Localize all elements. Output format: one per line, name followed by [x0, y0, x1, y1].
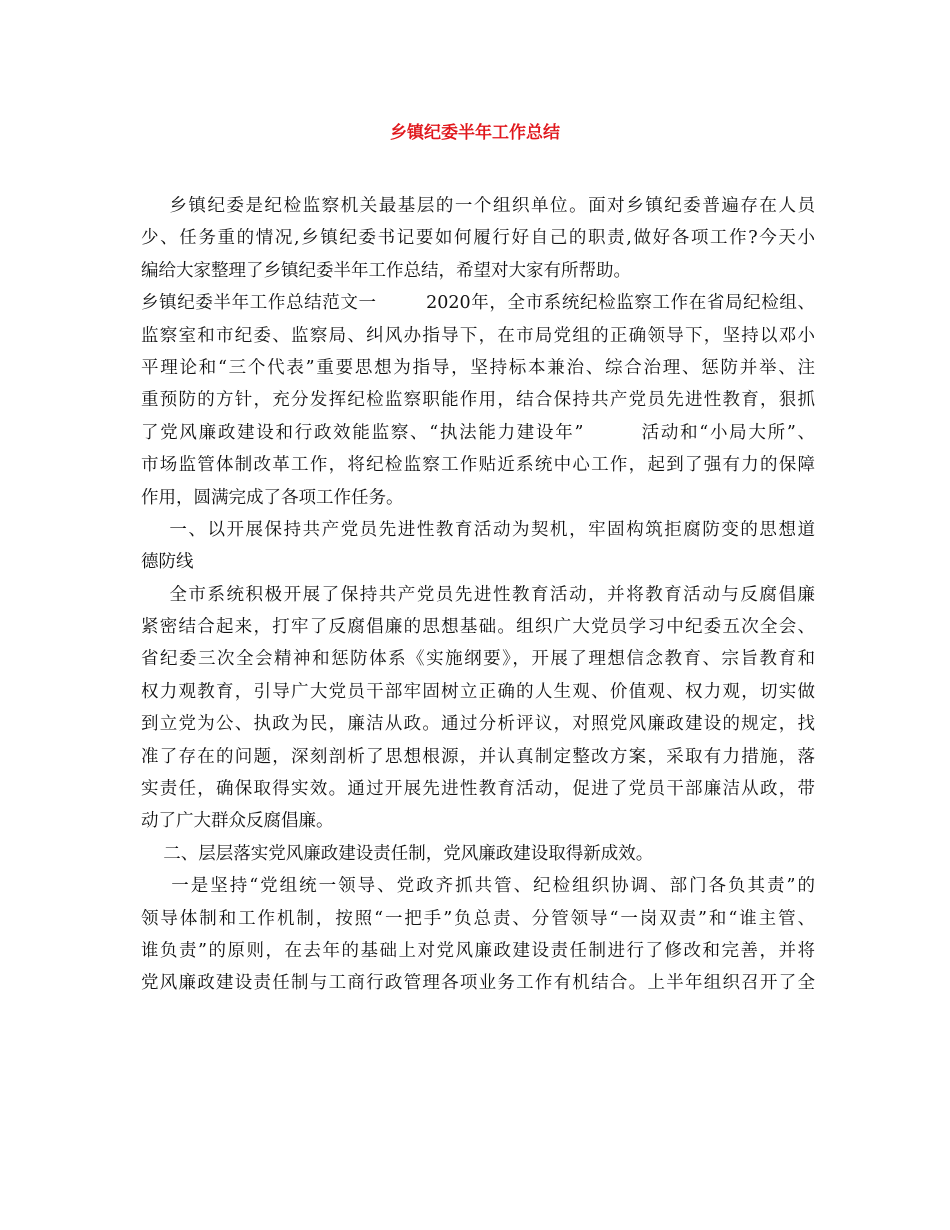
body-line: 平理论和“三个代表”重要思想为指导，坚持标本兼治、综合治理、惩防并举、注 [141, 357, 815, 378]
body-line: 实责任，确保取得实效。通过开展先进性教育活动，促进了党员干部廉洁从政，带 [141, 779, 815, 800]
body-line: 全市系统积极开展了保持共产党员先进性教育活动，并将教育活动与反腐倡廉 [141, 584, 815, 605]
body-line: 二、层层落实党风廉政建设责任制，党风廉政建设取得新成效。 [141, 843, 654, 864]
body-line: 少、任务重的情况,乡镇纪委书记要如何履行好自己的职责,做好各项工作?今天小 [141, 228, 815, 249]
body-line: 市场监管体制改革工作，将纪检监察工作贴近系统中心工作，起到了强有力的保障 [141, 455, 815, 476]
body-line: 编给大家整理了乡镇纪委半年工作总结，希望对大家有所帮助。 [141, 260, 631, 281]
body-line: 党风廉政建设责任制与工商行政管理各项业务工作有机结合。上半年组织召开了全 [141, 973, 815, 994]
body-line: 作用，圆满完成了各项工作任务。 [141, 487, 404, 508]
body-line: 乡镇纪委是纪检监察机关最基层的一个组织单位。面对乡镇纪委普遍存在人员 [141, 196, 815, 216]
body-line: 一、以开展保持共产党员先进性教育活动为契机，牢固构筑拒腐防变的思想道 [141, 519, 815, 540]
body-line: 到立党为公、执政为民，廉洁从政。通过分析评议，对照党风廉政建设的规定，找 [141, 714, 815, 735]
body-line: 了党风廉政建设和行政效能监察、“执法能力建设年” 活动和“小局大所”、 [141, 422, 815, 443]
body-line: 谁负责”的原则，在去年的基础上对党风廉政建设责任制进行了修改和完善，并将 [141, 940, 815, 961]
body-line: 重预防的方针，充分发挥纪检监察职能作用，结合保持共产党员先进性教育，狠抓 [141, 390, 815, 411]
body-line: 动了广大群众反腐倡廉。 [141, 811, 334, 832]
body-line: 监察室和市纪委、监察局、纠风办指导下，在市局党组的正确领导下，坚持以邓小 [141, 325, 815, 346]
body-line: 乡镇纪委半年工作总结范文一 2020年，全市系统纪检监察工作在省局纪检组、 [141, 293, 815, 314]
body-line: 领导体制和工作机制，按照“一把手”负总责、分管领导“一岗双责”和“谁主管、 [141, 908, 815, 929]
body-line: 德防线 [141, 552, 194, 573]
document-title: 乡镇纪委半年工作总结 [390, 123, 560, 143]
body-line: 紧密结合起来，打牢了反腐倡廉的思想基础。组织广大党员学习中纪委五次全会、 [141, 617, 815, 638]
body-line: 权力观教育，引导广大党员干部牢固树立正确的人生观、价值观、权力观，切实做 [141, 681, 815, 702]
body-line: 一是坚持“党组统一领导、党政齐抓共管、纪检组织协调、部门各负其责”的 [141, 876, 815, 897]
document-body [141, 190, 815, 1000]
body-line: 省纪委三次全会精神和惩防体系《实施纲要》，开展了理想信念教育、宗旨教育和 [141, 649, 815, 670]
body-line: 准了存在的问题，深刻剖析了思想根源，并认真制定整改方案，采取有力措施，落 [141, 746, 815, 767]
